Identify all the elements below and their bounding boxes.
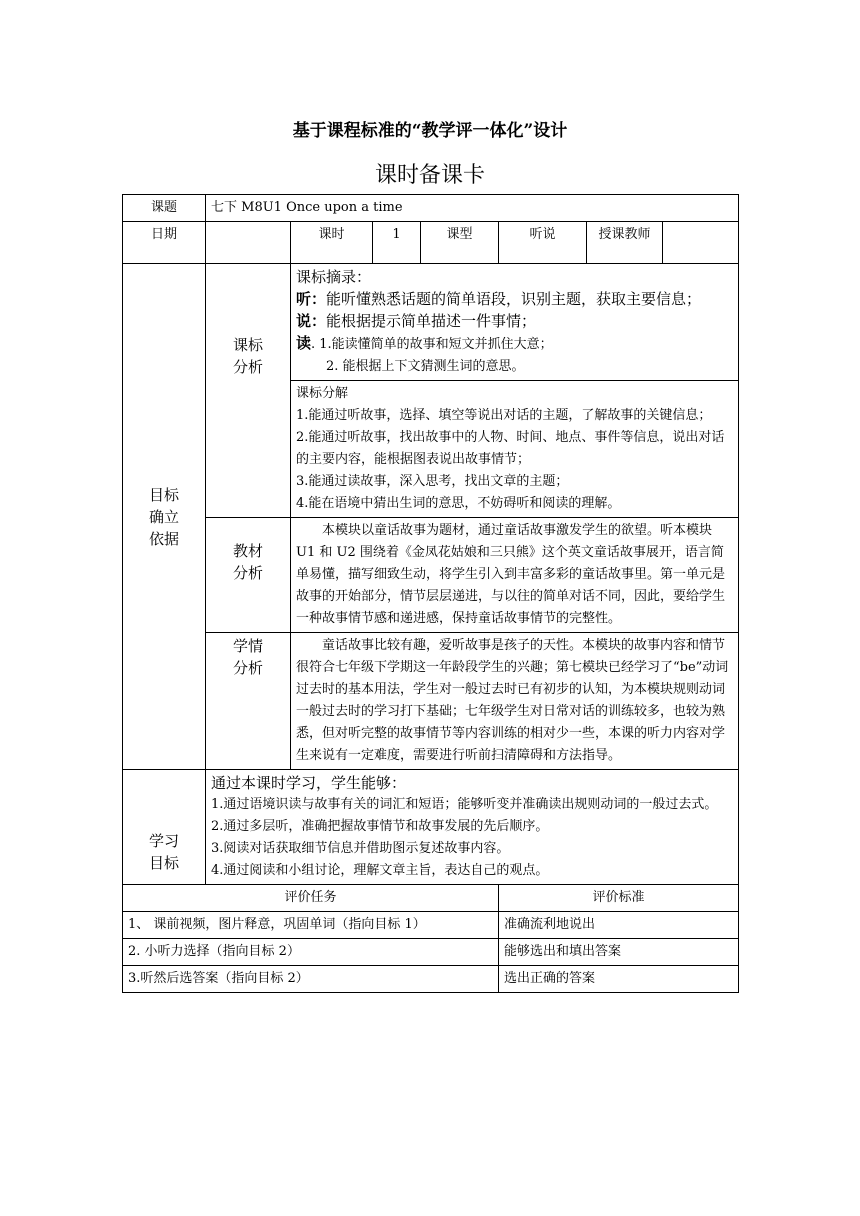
evaluation-task: 1、 课前视频，图片释意，巩固单词（指向目标 1） bbox=[123, 912, 499, 939]
evaluation-task: 3.听然后选答案（指向目标 2） bbox=[123, 966, 499, 993]
standard-read-2: 2. 能根据上下文猜测生词的意思。 bbox=[326, 359, 525, 374]
evaluation-row bbox=[123, 939, 739, 966]
standard-breakdown bbox=[291, 381, 739, 518]
evaluation-row bbox=[123, 912, 739, 939]
material-row bbox=[123, 518, 739, 633]
evaluation-task-header: 评价任务 bbox=[123, 885, 499, 912]
learner-row bbox=[123, 633, 739, 770]
learner-label: 学情分析 bbox=[206, 633, 291, 770]
goal-item: 4.通过阅读和小组讨论，理解文章主旨，表达自己的观点。 bbox=[211, 863, 549, 878]
evaluation-task: 2. 小听力选择（指向目标 2） bbox=[123, 939, 499, 966]
standard-excerpt bbox=[291, 264, 739, 381]
evaluation-criteria-header: 评价标准 bbox=[499, 885, 739, 912]
material-label: 教材分析 bbox=[206, 518, 291, 633]
date-row bbox=[123, 222, 739, 264]
standard-heading: 课标摘录： bbox=[296, 268, 372, 286]
standard-speak: 说：能根据提示简单描述一件事情； bbox=[296, 312, 537, 330]
standard-label: 课标分析 bbox=[206, 264, 291, 518]
goals-intro: 通过本课时学习，学生能够： bbox=[211, 774, 407, 792]
evaluation-header-row bbox=[123, 885, 739, 912]
topic-value: 七下 M8U1 Once upon a time bbox=[206, 195, 739, 222]
type-value: 听说 bbox=[499, 222, 587, 264]
date-label: 日期 bbox=[123, 222, 206, 264]
material-text: 本模块以童话故事为题材，通过童话故事激发学生的欲望。听本模块 U1 和 U2 围绕着《金凤花姑娘和三只熊》这个英文童话故事展开，语言简单易懂，描写细致生动，将学生引入到丰富多彩的童话故事里。第一单元是故事的开始部分，情节层层递进，与以往的简单对话不同，因此，要给学生一种故事情节感和递进感，保持童话故事情节的完整性。 bbox=[291, 518, 739, 633]
standard-listen: 听：能听懂熟悉话题的简单语段，识别主题，获取主要信息； bbox=[296, 290, 702, 308]
evaluation-criteria: 能够选出和填出答案 bbox=[499, 939, 739, 966]
evaluation-criteria: 准确流利地说出 bbox=[499, 912, 739, 939]
lesson-plan-table bbox=[122, 194, 739, 993]
goals-content bbox=[206, 770, 739, 885]
evaluation-row bbox=[123, 966, 739, 993]
teacher-label: 授课教师 bbox=[587, 222, 663, 264]
date-value bbox=[206, 222, 291, 264]
period-value: 1 bbox=[373, 222, 421, 264]
type-label: 课型 bbox=[421, 222, 499, 264]
breakdown-heading: 课标分解 bbox=[296, 386, 349, 401]
goals-label: 学习目标 bbox=[123, 770, 206, 885]
period-label: 课时 bbox=[291, 222, 373, 264]
teacher-value bbox=[663, 222, 739, 264]
topic-label: 课题 bbox=[123, 195, 206, 222]
document-subtitle: 课时备课卡 bbox=[374, 163, 485, 188]
learner-text: 童话故事比较有趣，爱听故事是孩子的天性。本模块的故事内容和情节很符合七年级下学期这一年龄段学生的兴趣；第七模块已经学习了“be”动词过去时的基本用法，学生对一般过去时已有初步的认知，为本模块规则动词一般过去时的学习打下基础；七年级学生对日常对话的训练较多，也较为熟悉，但对听完整的故事情节等内容训练的相对少一些，本课的听力内容对学生来说有一定难度，需要进行听前扫清障碍和方法指导。 bbox=[291, 633, 739, 770]
goal-item: 2.通过多层听，准确把握故事情节和故事发展的先后顺序。 bbox=[211, 819, 549, 834]
document-title: 基于课程标准的“教学评一体化”设计 bbox=[292, 121, 568, 141]
breakdown-item: 3.能通过读故事，深入思考，找出文章的主题； bbox=[296, 474, 569, 489]
breakdown-item: 2.能通过听故事，找出故事中的人物、时间、地点、事件等信息，说出对话的主要内容，能根据图表说出故事情节； bbox=[296, 430, 725, 467]
goal-item: 1.通过语境识读与故事有关的词汇和短语；能够听变并准确读出规则动词的一般过去式。 bbox=[211, 797, 718, 812]
breakdown-item: 1.能通过听故事，选择、填空等说出对话的主题，了解故事的关键信息； bbox=[296, 408, 712, 423]
breakdown-item: 4.能在语境中猜出生词的意思，不妨碍听和阅读的理解。 bbox=[296, 496, 621, 511]
basis-label: 目标确立依据 bbox=[123, 264, 206, 770]
standard-row bbox=[123, 264, 739, 381]
goal-item: 3.阅读对话获取细节信息并借助图示复述故事内容。 bbox=[211, 841, 510, 856]
standard-read: 读. 1.能读懂简单的故事和短文并抓住大意； bbox=[296, 334, 553, 352]
topic-row bbox=[123, 195, 739, 222]
evaluation-criteria: 选出正确的答案 bbox=[499, 966, 739, 993]
goals-row bbox=[123, 770, 739, 885]
